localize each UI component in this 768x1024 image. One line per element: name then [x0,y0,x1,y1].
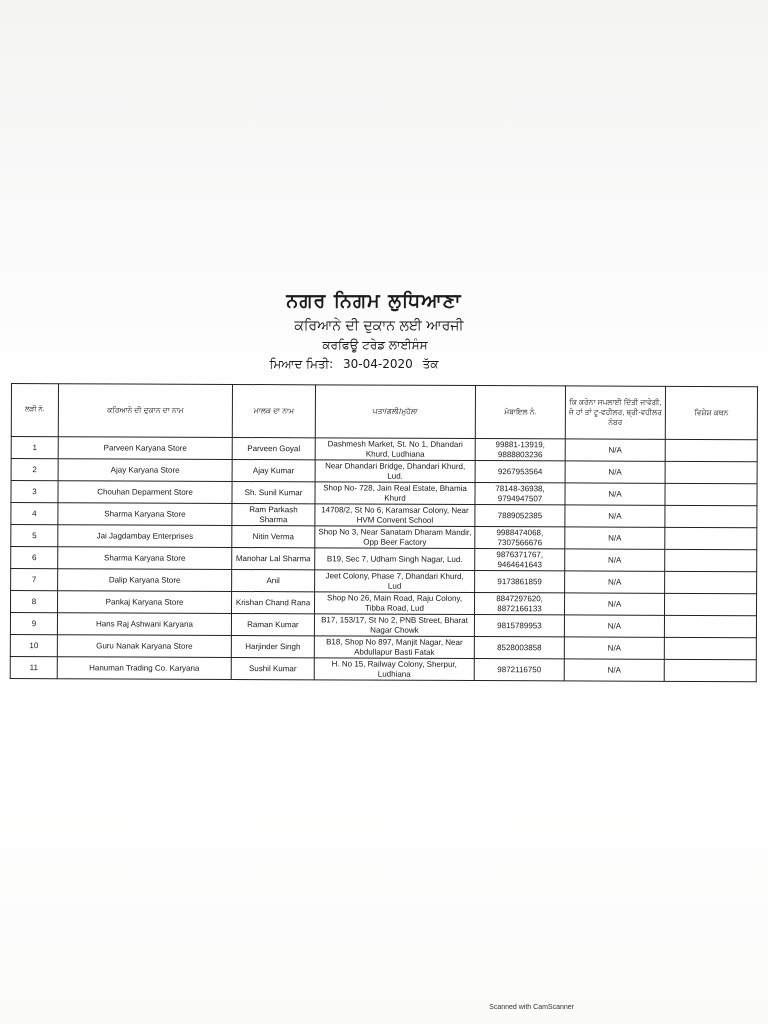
delivery-cell: N/A [565,527,665,549]
table-row [11,503,757,528]
owner-name-cell: Ajay Kumar [232,459,315,481]
shop-name-cell: Pankaj Karyana Store [57,591,231,614]
owner-name-cell: Krishan Chand Rana [231,591,314,613]
address-cell: B17, 153/17, St No 2, PNB Street, Bharat Nagar Chowk [314,614,474,637]
mobile-cell: 9872116750 [474,659,564,681]
delivery-cell: N/A [564,593,664,615]
delivery-cell: N/A [564,637,664,659]
delivery-cell: N/A [565,571,665,593]
address-cell: Near Dhandari Bridge, Dhandari Khurd, Lud. [315,460,475,483]
mobile-cell: 9267953564 [475,461,565,483]
scanner-watermark: Scanned with CamScanner [489,1004,574,1011]
table-row [11,437,757,462]
column-header: ਕਰਿਆਨੇ ਦੀ ਦੁਕਾਨ ਦਾ ਨਾਮ [58,384,232,438]
owner-name-cell: Nitin Verma [232,525,315,547]
remarks-cell [665,549,757,571]
owner-name-cell: Harjinder Singh [231,635,314,657]
serial-number-cell: 7 [11,569,58,591]
remarks-cell [664,593,756,615]
mobile-cell: 78148-36938, 9794947507 [475,483,565,505]
serial-number-cell: 11 [10,656,57,678]
address-cell: B19, Sec 7, Udham Singh Nagar, Lud. [315,548,475,571]
mobile-cell: 7889052385 [475,505,565,527]
owner-name-cell: Manohar Lal Sharma [232,547,315,569]
serial-number-cell: 5 [11,525,58,547]
address-cell: Dashmesh Market, St. No 1, Dhandari Khurd, Ludhiana [315,438,475,461]
shop-name-cell: Dalip Karyana Store [58,569,232,592]
owner-name-cell: Sh. Sunil Kumar [232,481,315,503]
serial-number-cell: 9 [10,613,57,635]
serial-number-cell: 6 [11,547,58,569]
shop-name-cell: Sharma Karyana Store [58,547,232,570]
document-subtitle: ਕਰਿਆਨੇ ਦੀ ਦੁਕਾਨ ਲਈ ਆਰਜੀ [294,318,464,334]
address-cell: H. No 15, Railway Colony, Sherpur, Ludhiana [314,658,474,681]
delivery-cell: N/A [565,549,665,571]
delivery-cell: N/A [565,461,665,483]
document-title: ਨਗਰ ਨਿਗਮ ਲੁਧਿਆਣਾ [286,290,462,312]
delivery-cell: N/A [565,505,665,527]
mobile-cell: 9876371767, 9464641643 [475,549,565,571]
document-license-type: ਕਰਫਿਊ ਟਰੇਡ ਲਾਈਸੰਸ [322,338,428,352]
column-header: ਮਾਲਕ ਦਾ ਨਾਮ [232,384,315,437]
validity-suffix: ਤੱਕ [422,357,439,371]
owner-name-cell: Ram Parkash Sharma [232,503,315,525]
table-row [11,547,757,572]
serial-number-cell: 3 [11,481,58,503]
remarks-cell [664,615,756,637]
table-row [10,656,756,681]
mobile-cell: 99881-13919, 9888803236 [475,439,565,461]
delivery-cell: N/A [565,439,665,461]
shop-name-cell: Hans Raj Ashwani Karyana [57,613,231,636]
shop-name-cell: Guru Nanak Karyana Store [57,635,231,658]
mobile-cell: 8528003858 [474,637,564,659]
shop-name-cell: Hanuman Trading Co. Karyana [57,657,231,680]
validity-line [0,357,768,372]
address-cell: Shop No 3, Near Sanatam Dharam Mandir, Opp Beer Factory [315,526,475,549]
table-row [10,613,756,638]
address-cell: Shop No- 728, Jain Real Estate, Bhamia Khurd [315,482,475,505]
owner-name-cell: Parveen Goyal [232,437,315,459]
mobile-cell: 9988474068, 7307566676 [475,527,565,549]
column-header: ਪਤਾ/ਗਲੀ/ਮੁਹੱਲਾ [315,385,475,439]
license-table [10,383,758,682]
owner-name-cell: Raman Kumar [231,613,314,635]
mobile-cell: 9173861859 [475,571,565,593]
remarks-cell [665,505,757,527]
delivery-cell: N/A [565,483,665,505]
mobile-cell: 8847297620, 8872166133 [474,593,564,615]
table-row [10,591,756,616]
remarks-cell [665,483,757,505]
remarks-cell [665,571,757,593]
shop-name-cell: Parveen Karyana Store [58,437,232,460]
shop-name-cell: Chouhan Deparment Store [58,481,232,504]
table-header-row [11,384,757,440]
validity-label: ਮਿਆਦ ਮਿਤੀ: [269,357,334,371]
table-row [11,459,757,484]
validity-date: 30-04-2020 [343,357,413,371]
owner-name-cell: Sushil Kumar [231,657,314,679]
owner-name-cell: Anil [232,569,315,591]
remarks-cell [665,439,757,461]
shop-name-cell: Sharma Karyana Store [58,503,232,526]
mobile-cell: 9815789953 [474,615,564,637]
column-header: ਵਿਸ਼ੇਸ਼ ਕਥਨ [665,386,757,439]
remarks-cell [665,461,757,483]
table-row [11,525,757,550]
column-header: ਕਿ ਕਰੋਨਾ ਸਪਲਾਈ ਦਿੱਤੀ ਜਾਵੇਗੀ, ਜੇ ਹਾਂ ਤਾਂ ਟੂ-ਵਹੀਲਰ, ਥ੍ਰੀ-ਵਹੀਲਰ ਨੰਬਰ [565,386,665,439]
shop-name-cell: Jai Jagdambay Enterprises [58,525,232,548]
column-header: ਮੋਬਾਇਲ ਨੰ. [475,386,565,439]
table-row [11,481,757,506]
remarks-cell [665,527,757,549]
address-cell: 14708/2, St No 6, Karamsar Colony, Near HVM Convent School [315,504,475,527]
table-row [11,569,757,594]
delivery-cell: N/A [564,615,664,637]
delivery-cell: N/A [564,659,664,681]
address-cell: B18, Shop No 897, Manjit Nagar, Near Abdullapur Basti Fatak [314,636,474,659]
remarks-cell [664,637,756,659]
address-cell: Jeet Colony, Phase 7, Dhandari Khurd, Lud [315,570,475,593]
serial-number-cell: 4 [11,503,58,525]
address-cell: Shop No 26, Main Road, Raju Colony, Tibba Road, Lud [314,592,474,615]
serial-number-cell: 1 [11,437,58,459]
table-row [10,634,756,659]
serial-number-cell: 2 [11,459,58,481]
document-header [0,290,768,372]
shop-name-cell: Ajay Karyana Store [58,459,232,482]
serial-number-cell: 8 [10,591,57,613]
remarks-cell [664,659,756,681]
column-header: ਲੜੀ ਨੰ. [11,384,58,437]
serial-number-cell: 10 [10,634,57,656]
